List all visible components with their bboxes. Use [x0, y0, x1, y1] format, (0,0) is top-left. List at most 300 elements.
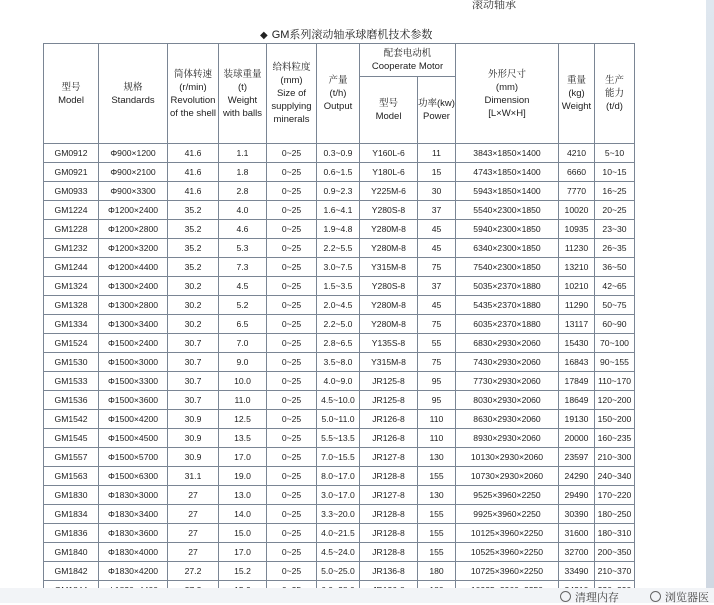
cell-weight: 11290 — [559, 296, 595, 315]
cell-motor-power: 75 — [418, 258, 456, 277]
cell-revolution: 30.9 — [168, 410, 219, 429]
table-row — [44, 315, 635, 334]
cell-capacity: 150~200 — [595, 410, 635, 429]
cell-motor-power: 155 — [418, 524, 456, 543]
cell-model: GM1228 — [44, 220, 99, 239]
cell-feed-size: 0~25 — [267, 448, 317, 467]
cell-motor-power: 110 — [418, 429, 456, 448]
cell-revolution: 35.2 — [168, 239, 219, 258]
cell-feed-size: 0~25 — [267, 239, 317, 258]
cell-motor-model: Y135S-8 — [360, 334, 418, 353]
cell-dimension: 6035×2370×1880 — [456, 315, 559, 334]
cell-weight-balls: 1.1 — [219, 144, 267, 163]
cell-weight-balls: 14.0 — [219, 505, 267, 524]
cell-feed-size: 0~25 — [267, 258, 317, 277]
cell-standards: Φ1830×4000 — [99, 543, 168, 562]
table-row — [44, 144, 635, 163]
cell-capacity: 90~155 — [595, 353, 635, 372]
cell-standards: Φ1500×5700 — [99, 448, 168, 467]
cell-capacity: 180~310 — [595, 524, 635, 543]
cell-dimension: 10130×2930×2060 — [456, 448, 559, 467]
cell-dimension: 6830×2930×2060 — [456, 334, 559, 353]
cell-dimension: 7430×2930×2060 — [456, 353, 559, 372]
cell-output: 2.2~5.0 — [317, 315, 360, 334]
cell-weight: 32700 — [559, 543, 595, 562]
cell-motor-model: JR126-8 — [360, 410, 418, 429]
table-row — [44, 296, 635, 315]
table-row — [44, 372, 635, 391]
cell-output: 2.8~6.5 — [317, 334, 360, 353]
cell-dimension: 7540×2300×1850 — [456, 258, 559, 277]
cell-revolution: 27 — [168, 505, 219, 524]
cell-model: GM1557 — [44, 448, 99, 467]
cell-motor-model: Y160L-6 — [360, 144, 418, 163]
cell-weight: 11230 — [559, 239, 595, 258]
cell-output: 2.2~5.5 — [317, 239, 360, 258]
cell-model: GM1545 — [44, 429, 99, 448]
cell-feed-size: 0~25 — [267, 353, 317, 372]
cell-weight: 23597 — [559, 448, 595, 467]
cell-feed-size: 0~25 — [267, 372, 317, 391]
cell-model: GM0912 — [44, 144, 99, 163]
cell-capacity: 20~25 — [595, 201, 635, 220]
cell-model: GM1836 — [44, 524, 99, 543]
top-text-snippet: 滚动轴承 — [472, 0, 516, 10]
cell-weight: 18649 — [559, 391, 595, 410]
cell-dimension: 4743×1850×1400 — [456, 163, 559, 182]
table-row — [44, 220, 635, 239]
cell-capacity: 210~370 — [595, 562, 635, 581]
cell-motor-power: 45 — [418, 239, 456, 258]
cell-feed-size: 0~25 — [267, 391, 317, 410]
cell-standards: Φ1300×2800 — [99, 296, 168, 315]
cell-weight: 7770 — [559, 182, 595, 201]
cell-feed-size: 0~25 — [267, 220, 317, 239]
cell-standards: Φ1500×2400 — [99, 334, 168, 353]
table-row — [44, 505, 635, 524]
clear-memory-button[interactable]: 清理内存 — [560, 589, 619, 605]
cell-model: GM1840 — [44, 543, 99, 562]
cell-weight-balls: 5.3 — [219, 239, 267, 258]
cell-weight: 13210 — [559, 258, 595, 277]
cell-capacity: 60~90 — [595, 315, 635, 334]
cell-revolution: 27.2 — [168, 562, 219, 581]
header-revolution: 筒体转速 (r/min) Revolution of the shell — [168, 44, 219, 144]
cell-motor-model: Y225M-6 — [360, 182, 418, 201]
cell-standards: Φ1500×3600 — [99, 391, 168, 410]
cell-standards: Φ1200×2400 — [99, 201, 168, 220]
cell-dimension: 5943×1850×1400 — [456, 182, 559, 201]
cell-motor-power: 130 — [418, 448, 456, 467]
table-row — [44, 562, 635, 581]
cell-dimension: 8930×2930×2060 — [456, 429, 559, 448]
cell-feed-size: 0~25 — [267, 429, 317, 448]
cell-motor-model: JR128-8 — [360, 505, 418, 524]
cell-model: GM1334 — [44, 315, 99, 334]
cell-standards: Φ1500×4200 — [99, 410, 168, 429]
cell-motor-power: 155 — [418, 505, 456, 524]
cell-motor-power: 37 — [418, 277, 456, 296]
bottom-toolbar — [0, 588, 714, 603]
cell-capacity: 110~170 — [595, 372, 635, 391]
cell-motor-power: 15 — [418, 163, 456, 182]
header-capacity: 生产 能力 (t/d) — [595, 44, 635, 144]
cell-capacity: 240~340 — [595, 467, 635, 486]
cell-feed-size: 0~25 — [267, 163, 317, 182]
cell-motor-model: Y315M-8 — [360, 353, 418, 372]
cell-weight-balls: 9.0 — [219, 353, 267, 372]
cell-motor-model: Y280M-8 — [360, 220, 418, 239]
cell-dimension: 6340×2300×1850 — [456, 239, 559, 258]
cell-model: GM0933 — [44, 182, 99, 201]
cell-motor-power: 75 — [418, 315, 456, 334]
cell-capacity: 36~50 — [595, 258, 635, 277]
cell-standards: Φ1830×3600 — [99, 524, 168, 543]
cell-model: GM1533 — [44, 372, 99, 391]
table-row — [44, 543, 635, 562]
header-model: 型号 Model — [44, 44, 99, 144]
cell-motor-power: 37 — [418, 201, 456, 220]
cell-motor-model: JR128-8 — [360, 543, 418, 562]
cell-revolution: 27 — [168, 543, 219, 562]
cell-feed-size: 0~25 — [267, 524, 317, 543]
cell-weight: 24290 — [559, 467, 595, 486]
cell-model: GM0921 — [44, 163, 99, 182]
cell-capacity: 180~250 — [595, 505, 635, 524]
cell-weight-balls: 17.0 — [219, 448, 267, 467]
header-dimension: 外形尺寸 (mm) Dimension [L×W×H] — [456, 44, 559, 144]
cell-standards: Φ1200×3200 — [99, 239, 168, 258]
cell-weight: 10020 — [559, 201, 595, 220]
cell-output: 0.6~1.5 — [317, 163, 360, 182]
cell-weight: 29490 — [559, 486, 595, 505]
cell-model: GM1232 — [44, 239, 99, 258]
cell-capacity: 170~220 — [595, 486, 635, 505]
cell-model: GM1536 — [44, 391, 99, 410]
cell-feed-size: 0~25 — [267, 562, 317, 581]
header-motor-model: 型号 Model — [360, 77, 418, 144]
cell-capacity: 120~200 — [595, 391, 635, 410]
table-row — [44, 448, 635, 467]
cell-output: 3.3~20.0 — [317, 505, 360, 524]
cell-revolution: 30.7 — [168, 391, 219, 410]
cell-weight: 6660 — [559, 163, 595, 182]
cell-revolution: 27 — [168, 486, 219, 505]
cell-motor-model: Y280M-8 — [360, 239, 418, 258]
cell-standards: Φ900×3300 — [99, 182, 168, 201]
table-row — [44, 410, 635, 429]
cell-dimension: 5435×2370×1880 — [456, 296, 559, 315]
header-standards: 规格 Standards — [99, 44, 168, 144]
cell-revolution: 30.7 — [168, 353, 219, 372]
cell-motor-power: 95 — [418, 391, 456, 410]
cell-capacity: 70~100 — [595, 334, 635, 353]
cell-weight-balls: 6.5 — [219, 315, 267, 334]
cell-motor-power: 155 — [418, 467, 456, 486]
cell-revolution: 41.6 — [168, 163, 219, 182]
cell-weight: 31600 — [559, 524, 595, 543]
cell-standards: Φ900×2100 — [99, 163, 168, 182]
cell-feed-size: 0~25 — [267, 486, 317, 505]
cell-capacity: 26~35 — [595, 239, 635, 258]
header-output: 产量 (t/h) Output — [317, 44, 360, 144]
cell-motor-model: JR126-8 — [360, 429, 418, 448]
table-row — [44, 486, 635, 505]
cell-standards: Φ1830×3000 — [99, 486, 168, 505]
cell-revolution: 35.2 — [168, 258, 219, 277]
cell-model: GM1244 — [44, 258, 99, 277]
cell-revolution: 30.7 — [168, 372, 219, 391]
cell-weight-balls: 12.5 — [219, 410, 267, 429]
cell-motor-power: 45 — [418, 220, 456, 239]
header-weight-balls: 装球重量 (t) Weight with balls — [219, 44, 267, 144]
header-weight: 重量 (kg) Weight — [559, 44, 595, 144]
cell-feed-size: 0~25 — [267, 410, 317, 429]
cell-output: 5.0~25.0 — [317, 562, 360, 581]
spec-table — [43, 43, 635, 600]
cell-motor-power: 45 — [418, 296, 456, 315]
cell-weight-balls: 15.2 — [219, 562, 267, 581]
cell-capacity: 200~350 — [595, 543, 635, 562]
cell-output: 1.6~4.1 — [317, 201, 360, 220]
cell-dimension: 5035×2370×1880 — [456, 277, 559, 296]
cell-dimension: 10730×2930×2060 — [456, 467, 559, 486]
cell-weight: 19130 — [559, 410, 595, 429]
cell-feed-size: 0~25 — [267, 505, 317, 524]
cell-motor-power: 55 — [418, 334, 456, 353]
cell-motor-power: 110 — [418, 410, 456, 429]
cell-motor-model: JR128-8 — [360, 467, 418, 486]
cell-feed-size: 0~25 — [267, 467, 317, 486]
cell-output: 8.0~17.0 — [317, 467, 360, 486]
cell-standards: Φ1500×3000 — [99, 353, 168, 372]
cell-weight: 4210 — [559, 144, 595, 163]
cell-capacity: 10~15 — [595, 163, 635, 182]
cell-model: GM1563 — [44, 467, 99, 486]
cell-motor-model: Y315M-8 — [360, 258, 418, 277]
table-row — [44, 467, 635, 486]
cell-revolution: 30.2 — [168, 315, 219, 334]
cell-motor-model: Y280S-8 — [360, 277, 418, 296]
cell-output: 4.5~10.0 — [317, 391, 360, 410]
cell-weight: 10935 — [559, 220, 595, 239]
cell-standards: Φ1830×3400 — [99, 505, 168, 524]
header-motor-group: 配套电动机 Cooperate Motor — [360, 44, 456, 77]
cell-motor-model: Y180L-6 — [360, 163, 418, 182]
table-row — [44, 163, 635, 182]
cell-output: 7.0~15.5 — [317, 448, 360, 467]
cell-revolution: 41.6 — [168, 182, 219, 201]
cell-model: GM1328 — [44, 296, 99, 315]
cell-output: 5.5~13.5 — [317, 429, 360, 448]
cell-weight: 15430 — [559, 334, 595, 353]
cell-weight-balls: 11.0 — [219, 391, 267, 410]
cell-motor-power: 95 — [418, 372, 456, 391]
table-row — [44, 201, 635, 220]
cell-weight-balls: 19.0 — [219, 467, 267, 486]
cell-motor-power: 75 — [418, 353, 456, 372]
cell-capacity: 50~75 — [595, 296, 635, 315]
cell-motor-model: JR125-8 — [360, 372, 418, 391]
diamond-bullet-icon: ◆ — [260, 30, 268, 41]
cell-revolution: 30.2 — [168, 296, 219, 315]
cell-motor-power: 155 — [418, 543, 456, 562]
header-motor-power: 功率(kw) Power — [418, 77, 456, 144]
cell-motor-model: JR127-8 — [360, 486, 418, 505]
cell-standards: Φ1500×3300 — [99, 372, 168, 391]
cell-feed-size: 0~25 — [267, 334, 317, 353]
cell-motor-power: 30 — [418, 182, 456, 201]
cell-motor-model: JR125-8 — [360, 391, 418, 410]
doctor-icon — [650, 591, 661, 602]
cell-motor-model: Y280M-8 — [360, 315, 418, 334]
cell-weight-balls: 4.0 — [219, 201, 267, 220]
cell-output: 4.5~24.0 — [317, 543, 360, 562]
cell-feed-size: 0~25 — [267, 201, 317, 220]
cell-weight-balls: 4.6 — [219, 220, 267, 239]
cell-standards: Φ1500×6300 — [99, 467, 168, 486]
cell-dimension: 7730×2930×2060 — [456, 372, 559, 391]
cell-weight: 33490 — [559, 562, 595, 581]
cell-model: GM1542 — [44, 410, 99, 429]
cell-feed-size: 0~25 — [267, 144, 317, 163]
cell-dimension: 8030×2930×2060 — [456, 391, 559, 410]
table-body — [44, 144, 635, 600]
cell-feed-size: 0~25 — [267, 296, 317, 315]
browser-doctor-button[interactable]: 浏览器医 — [650, 589, 709, 605]
cell-capacity: 23~30 — [595, 220, 635, 239]
cell-model: GM1324 — [44, 277, 99, 296]
cell-weight-balls: 17.0 — [219, 543, 267, 562]
cell-weight: 30390 — [559, 505, 595, 524]
cell-standards: Φ1300×2400 — [99, 277, 168, 296]
table-row — [44, 277, 635, 296]
cell-model: GM1830 — [44, 486, 99, 505]
cell-feed-size: 0~25 — [267, 182, 317, 201]
cell-dimension: 9525×3960×2250 — [456, 486, 559, 505]
cell-output: 2.0~4.5 — [317, 296, 360, 315]
cell-model: GM1842 — [44, 562, 99, 581]
cell-output: 4.0~9.0 — [317, 372, 360, 391]
cell-output: 4.0~21.5 — [317, 524, 360, 543]
cell-dimension: 10725×3960×2250 — [456, 562, 559, 581]
cell-weight: 10210 — [559, 277, 595, 296]
cell-revolution: 30.9 — [168, 429, 219, 448]
cell-output: 3.5~8.0 — [317, 353, 360, 372]
cell-revolution: 41.6 — [168, 144, 219, 163]
cell-weight-balls: 2.8 — [219, 182, 267, 201]
cell-revolution: 30.9 — [168, 448, 219, 467]
cell-dimension: 8630×2930×2060 — [456, 410, 559, 429]
cell-weight-balls: 4.5 — [219, 277, 267, 296]
cell-capacity: 160~235 — [595, 429, 635, 448]
cell-output: 3.0~17.0 — [317, 486, 360, 505]
cell-revolution: 27 — [168, 524, 219, 543]
cell-weight-balls: 13.5 — [219, 429, 267, 448]
cell-motor-model: Y280S-8 — [360, 201, 418, 220]
cell-model: GM1524 — [44, 334, 99, 353]
header-feed-size: 给料粒度 (mm) Size of supplying minerals — [267, 44, 317, 144]
table-row — [44, 258, 635, 277]
table-row — [44, 524, 635, 543]
cell-standards: Φ1300×3400 — [99, 315, 168, 334]
cell-motor-model: JR136-8 — [360, 562, 418, 581]
cell-weight: 20000 — [559, 429, 595, 448]
cell-weight-balls: 7.0 — [219, 334, 267, 353]
cell-model: GM1224 — [44, 201, 99, 220]
header-row-1 — [44, 44, 635, 77]
cell-output: 0.3~0.9 — [317, 144, 360, 163]
cell-capacity: 5~10 — [595, 144, 635, 163]
cell-motor-power: 130 — [418, 486, 456, 505]
table-row — [44, 429, 635, 448]
cell-weight-balls: 7.3 — [219, 258, 267, 277]
cell-motor-model: JR127-8 — [360, 448, 418, 467]
cell-revolution: 31.1 — [168, 467, 219, 486]
table-row — [44, 353, 635, 372]
cell-standards: Φ1200×4400 — [99, 258, 168, 277]
cell-weight-balls: 5.2 — [219, 296, 267, 315]
cell-standards: Φ1830×4200 — [99, 562, 168, 581]
cell-weight-balls: 15.0 — [219, 524, 267, 543]
table-title — [260, 26, 432, 42]
cell-standards: Φ1200×2800 — [99, 220, 168, 239]
cell-dimension: 9925×3960×2250 — [456, 505, 559, 524]
cell-output: 5.0~11.0 — [317, 410, 360, 429]
cell-revolution: 35.2 — [168, 201, 219, 220]
cell-weight: 13117 — [559, 315, 595, 334]
cell-weight-balls: 10.0 — [219, 372, 267, 391]
cell-revolution: 35.2 — [168, 220, 219, 239]
cell-weight-balls: 1.8 — [219, 163, 267, 182]
cell-output: 1.5~3.5 — [317, 277, 360, 296]
cell-capacity: 16~25 — [595, 182, 635, 201]
table-row — [44, 391, 635, 410]
cell-feed-size: 0~25 — [267, 543, 317, 562]
cell-output: 1.9~4.8 — [317, 220, 360, 239]
cell-capacity: 42~65 — [595, 277, 635, 296]
cell-dimension: 5540×2300×1850 — [456, 201, 559, 220]
cell-motor-power: 180 — [418, 562, 456, 581]
cell-model: GM1530 — [44, 353, 99, 372]
cell-dimension: 5940×2300×1850 — [456, 220, 559, 239]
table-row — [44, 239, 635, 258]
cell-standards: Φ900×1200 — [99, 144, 168, 163]
cell-weight: 16843 — [559, 353, 595, 372]
table-row — [44, 334, 635, 353]
cell-dimension: 3843×1850×1400 — [456, 144, 559, 163]
cell-standards: Φ1500×4500 — [99, 429, 168, 448]
window-edge — [706, 0, 714, 603]
cell-output: 3.0~7.5 — [317, 258, 360, 277]
cell-feed-size: 0~25 — [267, 277, 317, 296]
memory-icon — [560, 591, 571, 602]
cell-motor-power: 11 — [418, 144, 456, 163]
cell-motor-model: Y280M-8 — [360, 296, 418, 315]
cell-output: 0.9~2.3 — [317, 182, 360, 201]
cell-model: GM1834 — [44, 505, 99, 524]
cell-revolution: 30.7 — [168, 334, 219, 353]
table-row — [44, 182, 635, 201]
title-text: GM系列滚动轴承球磨机技术参数 — [271, 29, 433, 41]
cell-dimension: 10525×3960×2250 — [456, 543, 559, 562]
cell-feed-size: 0~25 — [267, 315, 317, 334]
cell-revolution: 30.2 — [168, 277, 219, 296]
cell-dimension: 10125×3960×2250 — [456, 524, 559, 543]
cell-capacity: 210~300 — [595, 448, 635, 467]
cell-weight: 17849 — [559, 372, 595, 391]
cell-motor-model: JR128-8 — [360, 524, 418, 543]
